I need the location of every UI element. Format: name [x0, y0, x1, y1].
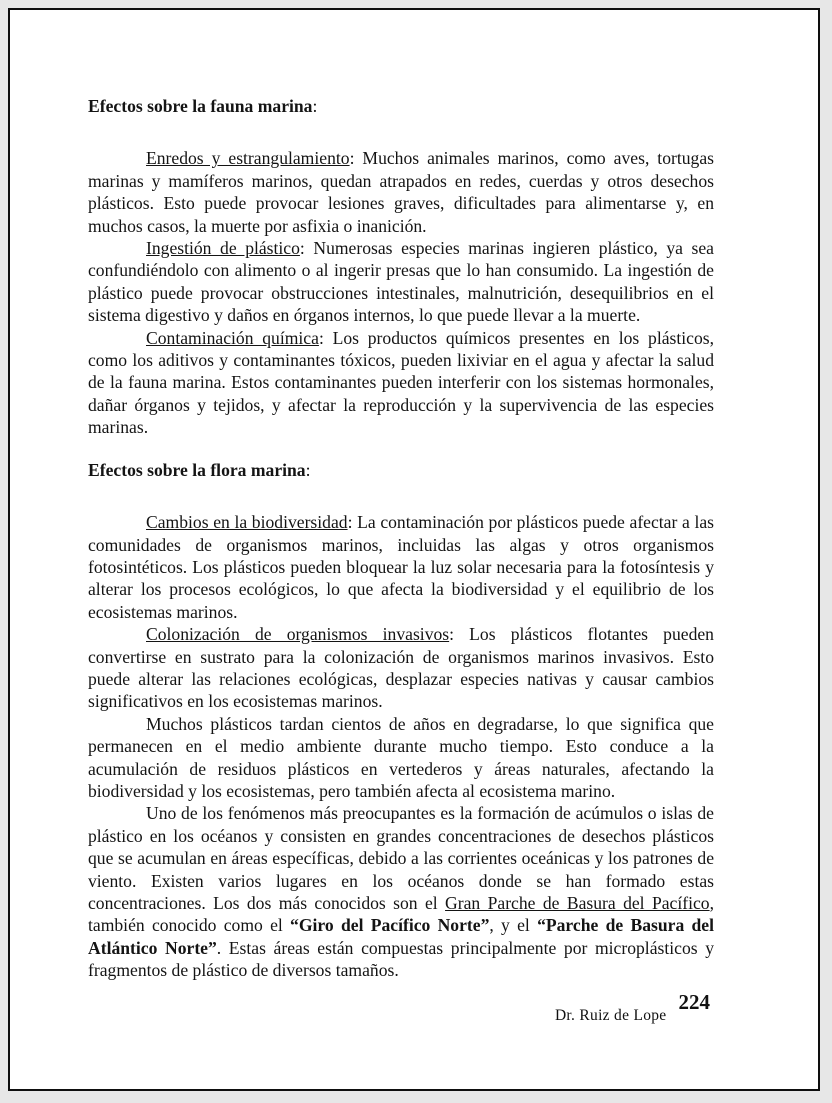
text-segment: , también conocido como el — [88, 893, 714, 936]
text-segment: Ingestión de plástico — [146, 238, 300, 259]
author-name: Dr. Ruiz de Lope — [554, 1007, 667, 1024]
page-number: 224 — [678, 990, 710, 1014]
text-segment: . Estas áreas están compuestas principalmente por microplásticos y fragmentos de plástico de diversos tamaños. — [88, 937, 714, 981]
paragraph — [88, 511, 714, 623]
section-heading — [88, 95, 714, 117]
footer — [555, 990, 710, 1025]
text-segment: : — [305, 459, 311, 480]
text-segment: “Giro del Pacífico Norte” — [290, 915, 490, 936]
paragraph — [88, 713, 714, 803]
text-segment: Cambios en la biodiversidad — [146, 512, 348, 533]
text-segment: Uno de los fenómenos más preocupantes es la formación de acúmulos o islas de plástico en los océanos y consisten en grandes concentraciones de desechos plásticos que se acumulan en áreas específicas, debido a las corrientes oceánicas y los patrones de viento. Existen varios lugares en los océanos donde se han formado estas concentraciones. Los dos más conocidos son el — [88, 803, 714, 913]
text-segment: : Muchos animales marinos, como aves, tortugas marinas y mamíferos marinos, quedan atrapados en redes, cuerdas y otros desechos plásticos. Esto puede provocar lesiones graves, dificultades para alimentarse y, en muchos casos, la muerte por asfixia o inanición. — [88, 148, 714, 236]
text-segment: Efectos sobre la fauna marina — [88, 96, 313, 116]
text-segment: Gran Parche de Basura del Pacífico — [445, 893, 710, 913]
paragraph — [88, 802, 714, 981]
page-content — [10, 10, 818, 982]
text-segment: : Los plásticos flotantes pueden convertirse en sustrato para la colonización de organismos marinos invasivos. Esto puede alterar las relaciones ecológicas, desplazar especies nativas y causar cambios significativos en los ecosistemas marinos. — [88, 624, 714, 712]
text-segment: : Numerosas especies marinas ingieren plástico, ya sea confundiéndolo con alimento o al ingerir presas que lo han consumido. La ingestión de plástico puede provocar obstrucciones intestinales, malnutrición, desequilibrios en el sistema digestivo y daños en órganos internos, lo que puede llevar a la muerte. — [88, 238, 714, 326]
text-segment: Contaminación química — [146, 327, 319, 348]
paragraph — [88, 237, 714, 327]
text-segment: “Parche de Basura del Atlántico Norte” — [88, 915, 714, 958]
text-segment: Muchos plásticos tardan cientos de años en degradarse, lo que significa que permanecen en el medio ambiente durante mucho tiempo. Esto conduce a la acumulación de residuos plásticos en vertederos y áreas naturales, afectando la biodiversidad y los ecosistemas, pero también afecta al ecosistema marino. — [88, 713, 714, 801]
text-segment: : — [312, 96, 318, 116]
text-segment: : Los productos químicos presentes en los plásticos, como los aditivos y contaminantes tóxicos, pueden lixiviar en el agua y afectar la salud de la fauna marina. Estos contaminantes pueden interferir con los sistemas hormonales, dañar órganos y tejidos, y afectar la reproducción y la supervivencia de las especies marinas. — [88, 327, 714, 438]
paragraph — [88, 327, 714, 439]
section-heading — [88, 459, 714, 481]
text-segment: , y el — [489, 915, 538, 936]
text-segment: Colonización de organismos invasivos — [146, 624, 450, 645]
text-segment: Enredos y estrangulamiento — [146, 148, 350, 169]
paragraph — [88, 147, 714, 237]
text-segment: : La contaminación por plásticos puede afectar a las comunidades de organismos marinos, incluidas las algas y otros organismos fotosintéticos. Los plásticos pueden bloquear la luz solar necesaria para la fotosíntesis y alterar los procesos ecológicos, lo que afecta la biodiversidad y el equilibrio de los ecosistemas marinos. — [88, 512, 714, 622]
text-segment: Efectos sobre la flora marina — [88, 459, 306, 480]
page — [8, 8, 820, 1091]
paragraph — [88, 623, 714, 713]
